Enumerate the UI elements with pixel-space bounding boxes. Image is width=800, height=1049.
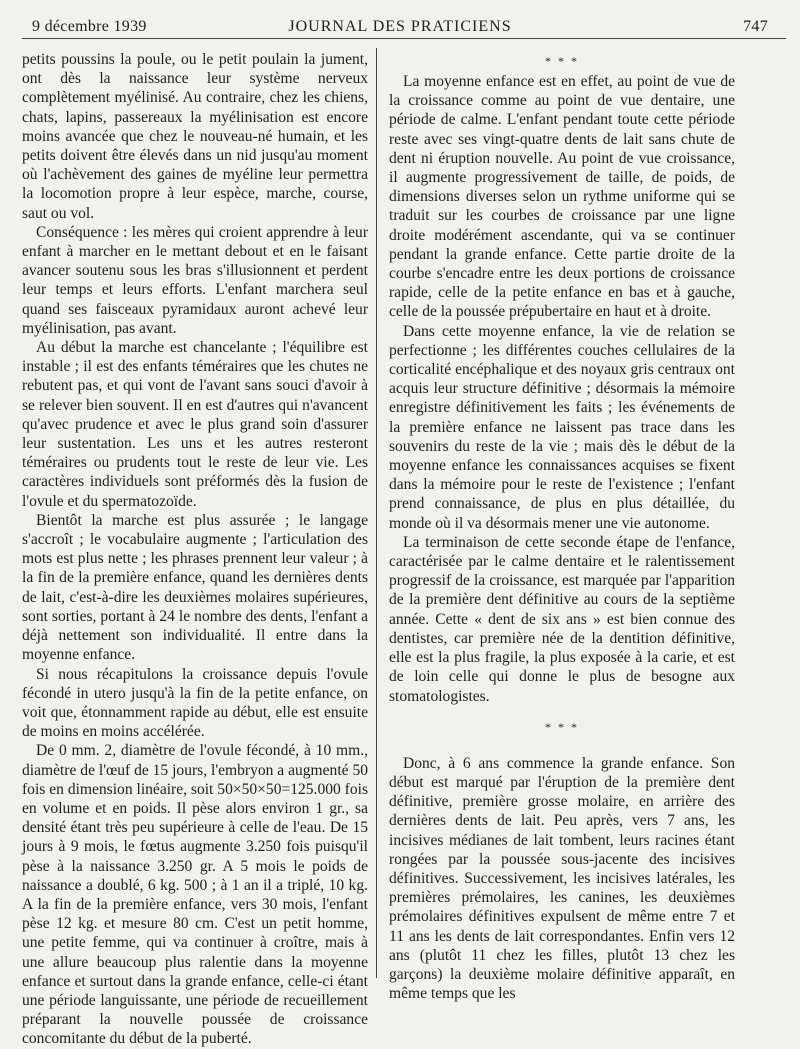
- paragraph: La moyenne enfance est en effet, au point de vue de la croissance comme au point de vue dentaire, une période de calme. L'enfant pendant toute cette période reste avec ses vingt-quatre dents de lait sans chute de dent ni éruption nouvelle. Au point de vue croissance, il augmente progressivement de taille, de poids, de dimensions diverses selon un rythme uniforme qui se traduit sur les courbes de croissance par une ligne droite modérément ascendante, qui va se continuer pendant la grande enfance. Cette partie droite de la courbe s'encadre entre les deux portions de croissance rapide, celle de la petite enfance en bas et à gauche, celle de la poussée prépubertaire en haut et à droite.: [389, 73, 735, 321]
- section-separator: * * *: [545, 54, 579, 68]
- right-column: [389, 50, 735, 1003]
- paragraph: Si nous récapitulons la croissance depuis l'ovule fécondé in utero jusqu'à la fin de la petite enfance, on voit que, étonnamment rapide au début, elle est ensuite de moins en moins accélérée.: [22, 665, 368, 741]
- header-rule: [22, 38, 786, 39]
- paragraph: Donc, à 6 ans commence la grande enfance. Son début est marqué par l'éruption de la première dent définitive, première grosse molaire, en arrière des dernières dents de lait. Peu après, vers 7 ans, les incisives médianes de lait tombent, leurs racines étant rongées par la poussée sous-jacente des incisives définitives. Successivement, les incisives latérales, les premières prémolaires, les canines, les deuxièmes prémolaires définitives expulsent de même entre 7 et 11 ans les dents de lait correspondantes. Enfin vers 12 ans (plutôt 11 chez les filles, plutôt 13 chez les garçons) la deuxième molaire définitive apparaît, en même temps que les: [389, 754, 735, 1003]
- section-separator: * * *: [545, 719, 579, 734]
- paragraph: Au début la marche est chancelante ; l'équilibre est instable ; il est des enfants téméraires que les chutes ne rebutent pas, et qui vont de l'avant sans souci d'avoir à se relever bien souvent. Il en est d'autres qui n'avancent qu'avec prudence et avec le plus grand soin d'assurer leur sustentation. Les uns et les autres resteront téméraires ou prudents tout le reste de leur vie. Les caractères individuels sont préformés dès la fusion de l'ovule et du spermatozoïde.: [22, 339, 368, 510]
- left-column: [22, 50, 368, 1049]
- page-number: 747: [743, 18, 768, 35]
- paragraph: Bientôt la marche est plus assurée ; le langage s'accroît ; le vocabulaire augmente ; l'articulation des mots est plus nette ; les phrases prennent leur valeur ; à la fin de la première enfance, quand les dernières dents de lait, c'est-à-dire les deuxièmes molaires supérieures, sont sorties, portant à 24 le nombre des dents, l'enfant a déjà nettement son individualité. Il entre dans la moyenne enfance.: [22, 511, 368, 664]
- column-divider: [376, 48, 377, 978]
- paragraph: petits poussins la poule, ou le petit poulain la jument, ont dès la naissance leur système nerveux complètement myélinisé. Au contraire, chez les chiens, chats, lapins, passereaux la myélinisation est encore moins avancée que chez le nouveau-né humain, et les petits doivent être élevés dans un nid jusqu'au moment où l'achèvement des gaines de myéline leur permettra la locomotion propre à leur espèce, marche, course, saut ou vol.: [22, 51, 368, 222]
- journal-title: JOURNAL DES PRATICIENS: [288, 18, 512, 35]
- issue-date: 9 décembre 1939: [32, 18, 147, 35]
- paragraph: La terminaison de cette seconde étape de l'enfance, caractérisée par le calme dentaire et le ralentissement progressif de la croissance, est marquée par l'apparition de la première dent définitive au cours de la septième année. Cette « dent de six ans » est bien connue des dentistes, car première née de la dentition définitive, elle est la plus fragile, la plus exposée à la carie, et est de loin celle qui donne le plus de besogne aux stomatologistes.: [389, 533, 735, 705]
- paragraph: De 0 mm. 2, diamètre de l'ovule fécondé, à 10 mm., diamètre de l'œuf de 15 jours, l'embryon a augmenté 50 fois en dimension linéaire, soit 50×50×50=125.000 fois en volume et en poids. Il pèse alors environ 1 gr., sa densité étant très peu supérieure à celle de l'eau. De 15 jours à 9 mois, le fœtus augmente 3.250 fois puisqu'il pèse à la naissance 3.250 gr. A 5 mois le poids de naissance a doublé, 6 kg. 500 ; à 1 an il a triplé, 10 kg. A la fin de la première enfance, vers 30 mois, l'enfant pèse 12 kg. et mesure 80 cm. C'est un petit homme, une petite femme, qui va continuer à croître, mais à une allure beaucoup plus ralentie dans la moyenne enfance et surtout dans la grande enfance, celle-ci étant une période languissante, une période de recueillement préparant la nouvelle poussée de croissance concomitante du début de la puberté.: [22, 742, 368, 1048]
- paragraph: Conséquence : les mères qui croient apprendre à leur enfant à marcher en le mettant debout et en le faisant avancer soutenu sous les bras s'illusionnent et perdent leur temps et leurs efforts. L'enfant marchera seul quand ses faisceaux pyramidaux auront achevé leur myélinisation, pas avant.: [22, 223, 368, 337]
- paragraph: Dans cette moyenne enfance, la vie de relation se perfectionne ; les différentes couches cellulaires de la corticalité encéphalique et des noyaux gris centraux ont acquis leur structure définitive ; désormais la mémoire enregistre définitivement les faits ; les événements de la première enfance ne laissent pas trace dans les souvenirs du reste de la vie ; mais dès le début de la moyenne enfance les connaissances acquises se fixent dans la mémoire pour le reste de l'existence ; l'enfant prend connaissance, de plus en plus détaillée, du monde où il va désormais mener une vie autonome.: [389, 322, 735, 532]
